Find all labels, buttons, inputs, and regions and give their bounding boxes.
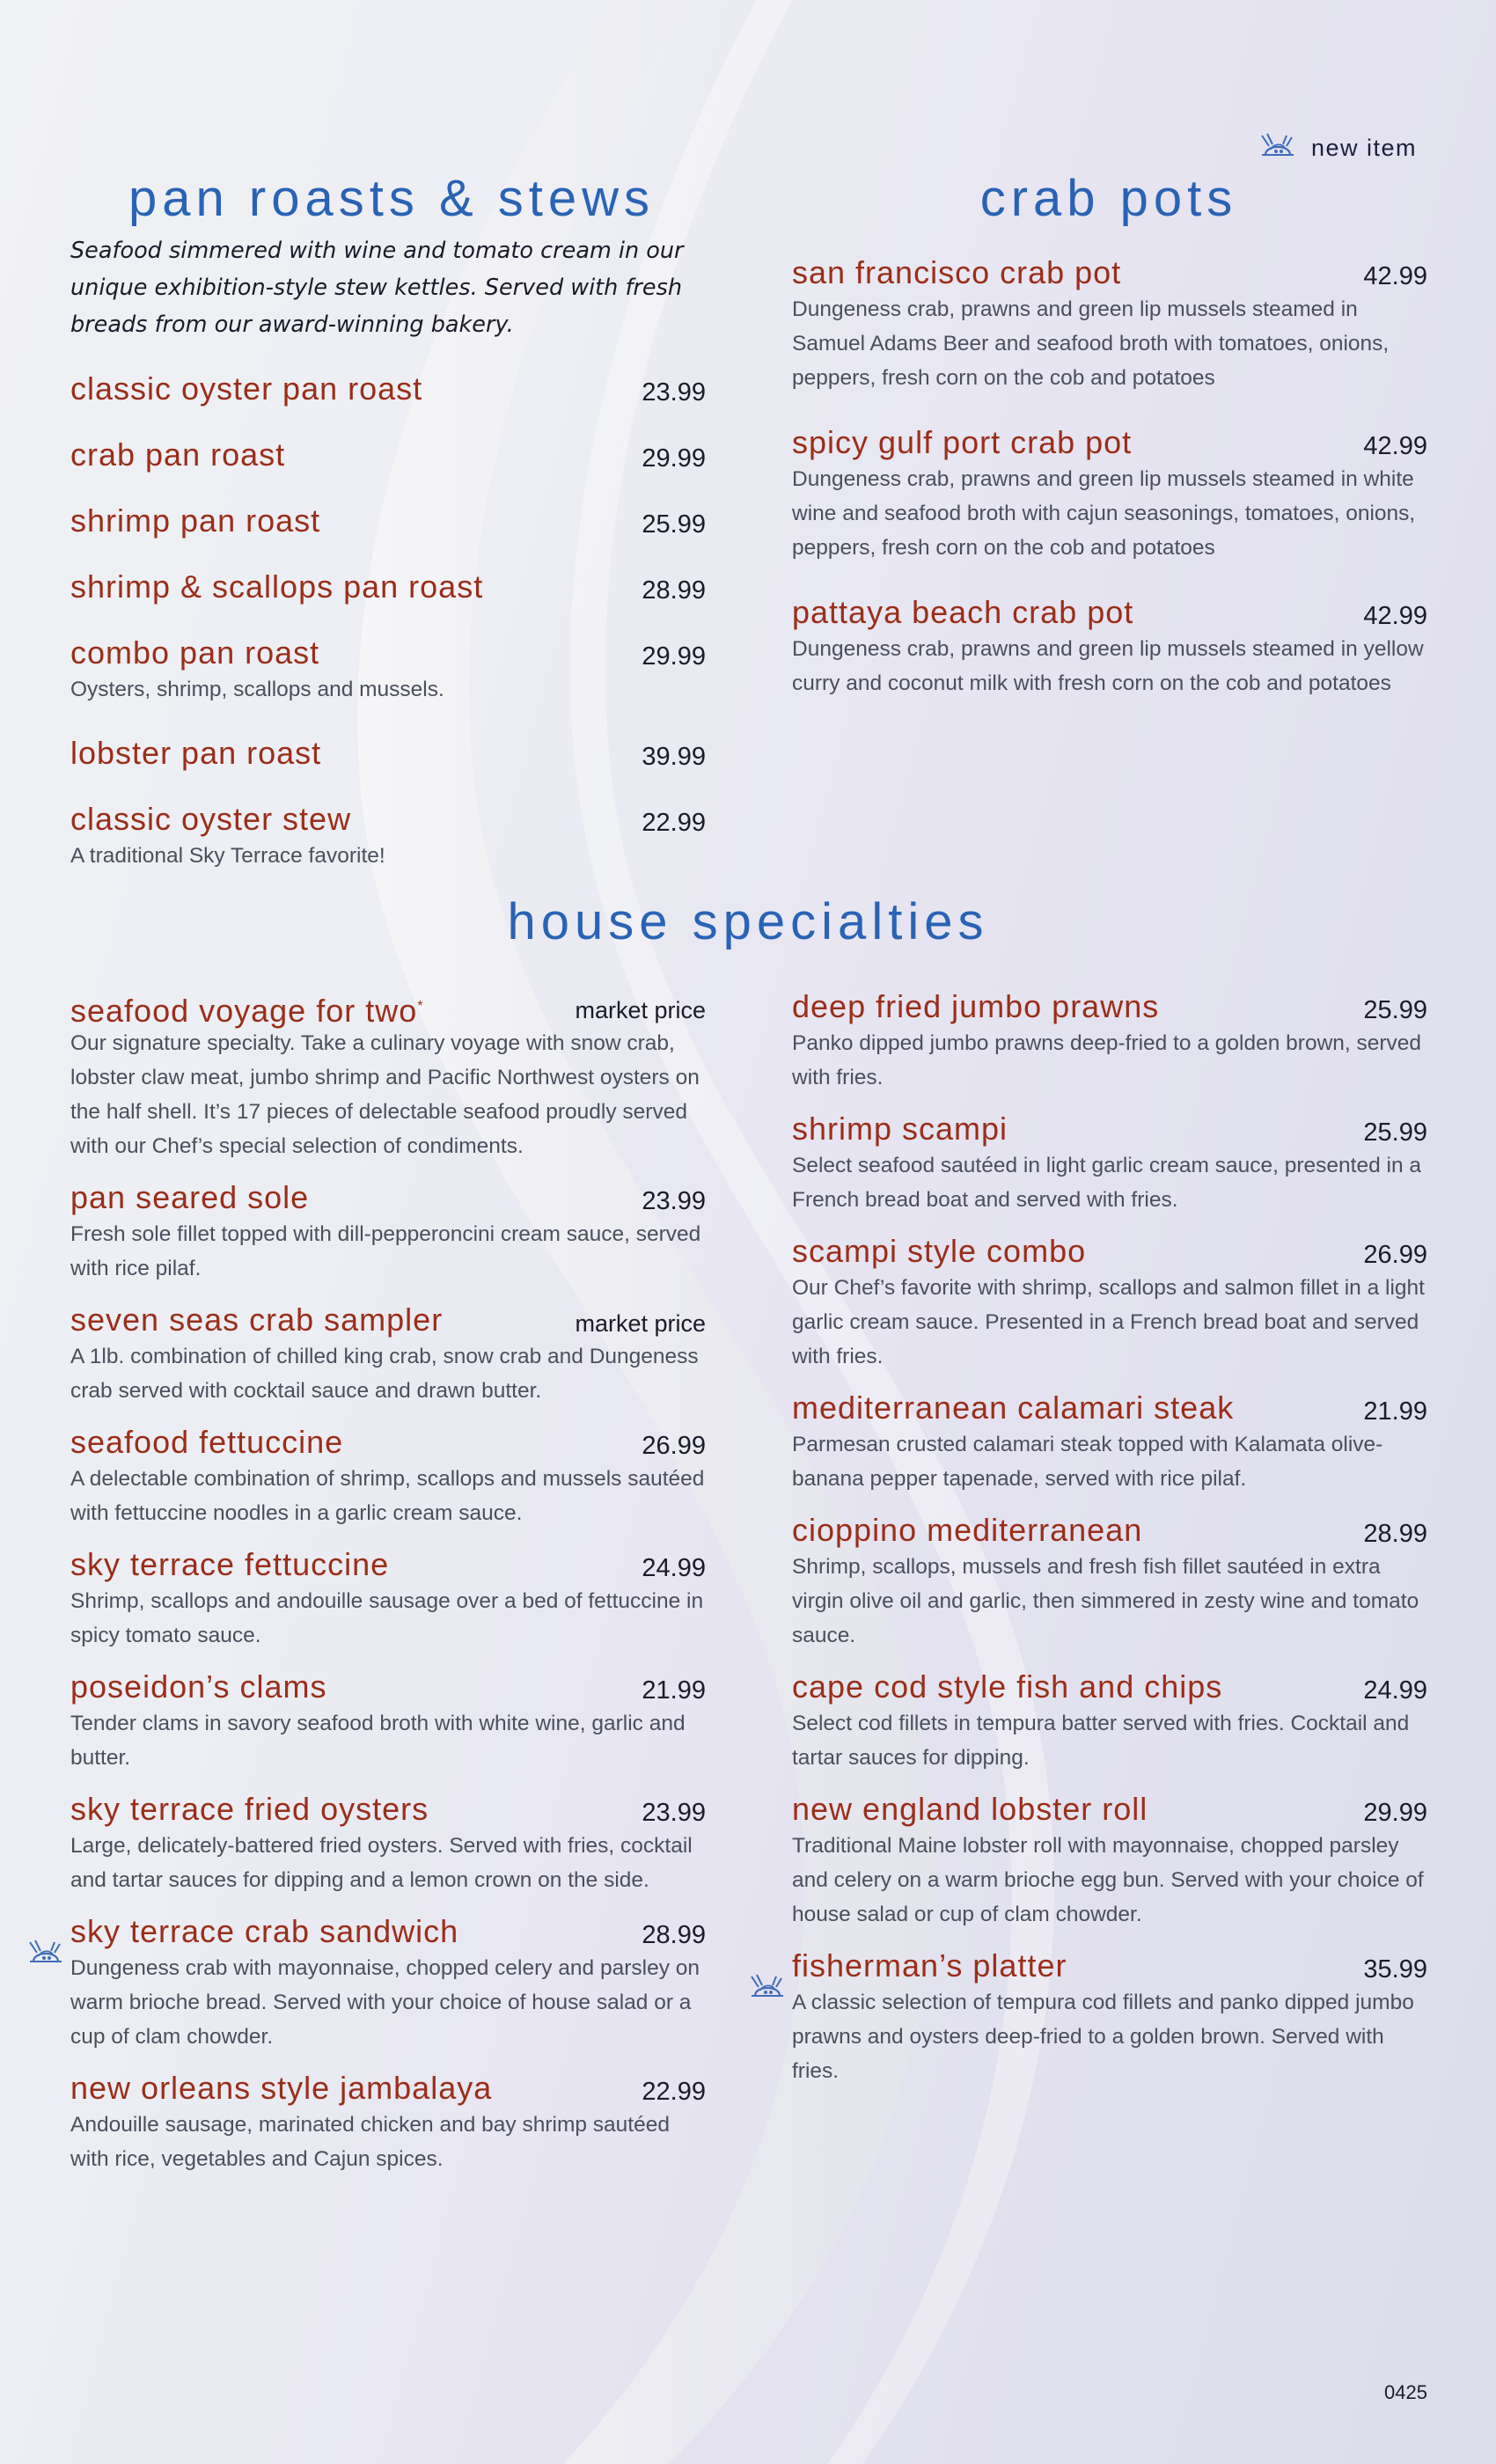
- item-name: new england lobster roll: [792, 1791, 1148, 1827]
- section-title-pan-roasts: pan roasts & stews: [128, 170, 655, 227]
- menu-item: [792, 593, 1427, 700]
- new-item-crab-icon: [25, 1935, 67, 1974]
- item-name: fisherman’s platter: [792, 1947, 1067, 1984]
- item-description: Large, delicately-battered fried oysters. Served with fries, cocktail and tartar sauces for dipping and a lemon crown on the side.: [70, 1834, 693, 1892]
- pan-roasts-list: [70, 370, 706, 873]
- item-price: 29.99: [1363, 1799, 1427, 1827]
- item-price: 21.99: [642, 1676, 706, 1705]
- item-name: cape cod style fish and chips: [792, 1668, 1223, 1705]
- menu-item: [70, 370, 706, 408]
- item-price: 25.99: [1363, 996, 1427, 1024]
- item-description: Select cod fillets in tempura batter served with fries. Cocktail and tartar sauces for dipping.: [792, 1712, 1410, 1770]
- item-name: spicy gulf port crab pot: [792, 424, 1133, 460]
- item-description: Dungeness crab, prawns and green lip mussels steamed in white wine and seafood broth with cajun seasonings, tomatoes, onions, peppers, fresh corn on the cob and potatoes: [792, 467, 1416, 560]
- item-description: A delectable combination of shrimp, scallops and mussels sautéed with fettuccine noodles in a garlic cream sauce.: [70, 1467, 705, 1525]
- menu-item: [70, 1912, 706, 2054]
- item-price: 21.99: [1363, 1397, 1427, 1426]
- menu-item: [792, 1790, 1427, 1932]
- item-price: 39.99: [642, 743, 706, 771]
- item-price: 22.99: [642, 809, 706, 837]
- house-specialties-left: [70, 987, 706, 2176]
- section-title-house-specialties: house specialties: [507, 893, 989, 950]
- item-description: Dungeness crab with mayonnaise, chopped celery and parsley on warm brioche bread. Served with your choice of house salad or a cup of clam chowder.: [70, 1956, 700, 2049]
- item-price: 23.99: [642, 1799, 706, 1827]
- item-description: Fresh sole fillet topped with dill-pepperoncini cream sauce, served with rice pilaf.: [70, 1222, 701, 1280]
- item-price: market price: [575, 997, 706, 1023]
- item-description: A traditional Sky Terrace favorite!: [70, 844, 385, 868]
- item-price: 23.99: [642, 1187, 706, 1215]
- crab-pot-icon: [1257, 128, 1299, 167]
- menu-item: [792, 1110, 1427, 1217]
- item-description: Our Chef’s favorite with shrimp, scallops and salmon fillet in a light garlic cream sauce. Presented in a French bread boat and served with fries.: [792, 1276, 1425, 1368]
- item-description: Panko dipped jumbo prawns deep-fried to a golden brown, served with fries.: [792, 1031, 1422, 1089]
- item-price: 24.99: [1363, 1676, 1427, 1705]
- item-price: market price: [575, 1310, 706, 1337]
- item-name: classic oyster pan roast: [70, 370, 423, 407]
- item-name: pattaya beach crab pot: [792, 594, 1134, 630]
- new-item-label: new item: [1310, 134, 1417, 161]
- item-description: Andouille sausage, marinated chicken and bay shrimp sautéed with rice, vegetables and Cajun spices.: [70, 2113, 670, 2171]
- item-name: seven seas crab sampler: [70, 1302, 444, 1338]
- item-name-text: seafood voyage for two: [70, 993, 418, 1029]
- menu-item: [792, 1389, 1427, 1496]
- item-price: 28.99: [1363, 1520, 1427, 1548]
- menu-item: [70, 436, 706, 474]
- item-price: 24.99: [642, 1554, 706, 1582]
- new-item-crab-icon: [746, 1969, 788, 2008]
- menu-item: [792, 1668, 1427, 1775]
- item-price: 29.99: [642, 642, 706, 671]
- item-description: Tender clams in savory seafood broth with white wine, garlic and butter.: [70, 1712, 686, 1770]
- item-name: pan seared sole: [70, 1179, 310, 1215]
- item-name: scampi style combo: [792, 1233, 1087, 1269]
- item-name: seafood fettuccine: [70, 1424, 344, 1460]
- item-name: new orleans style jambalaya: [70, 2070, 493, 2106]
- item-description: A 1lb. combination of chilled king crab, snow crab and Dungeness crab served with cocktail sauce and drawn butter.: [70, 1345, 699, 1403]
- item-name: poseidon’s clams: [70, 1668, 327, 1705]
- item-name: sky terrace fried oysters: [70, 1791, 429, 1827]
- item-price: 26.99: [1363, 1241, 1427, 1269]
- menu-item: [70, 800, 706, 873]
- item-price: 26.99: [642, 1432, 706, 1460]
- item-description: Select seafood sautéed in light garlic cream sauce, presented in a French bread boat and served with fries.: [792, 1154, 1422, 1212]
- menu-item: [70, 568, 706, 606]
- item-description: Our signature specialty. Take a culinary voyage with snow crab, lobster claw meat, jumbo shrimp and Pacific Northwest oysters on the half shell. It’s 17 pieces of delectable seafood proudly served with our Chef’s special selection of condiments.: [70, 1031, 700, 1158]
- item-name: mediterranean calamari steak: [792, 1390, 1235, 1426]
- item-name: shrimp scampi: [792, 1111, 1008, 1147]
- item-name: combo pan roast: [70, 634, 320, 671]
- menu-item: [70, 1423, 706, 1530]
- item-name: [70, 987, 423, 1030]
- item-name: cioppino mediterranean: [792, 1512, 1143, 1548]
- item-name: deep fried jumbo prawns: [792, 988, 1160, 1024]
- menu-item: [792, 1511, 1427, 1653]
- menu-item: [70, 1301, 706, 1408]
- item-price: 28.99: [642, 576, 706, 605]
- menu-item: [70, 1668, 706, 1775]
- menu-item: [792, 987, 1427, 1095]
- item-price: 25.99: [642, 510, 706, 539]
- menu-item: [792, 253, 1427, 395]
- item-price: 25.99: [1363, 1118, 1427, 1147]
- item-price: 23.99: [642, 378, 706, 407]
- pan-roasts-intro: Seafood simmered with wine and tomato cream in our unique exhibition-style stew kettles. Served with fresh breads from our award-winning bakery.: [70, 238, 684, 338]
- item-price: 22.99: [642, 2078, 706, 2106]
- asterisk-mark: *: [417, 999, 424, 1014]
- item-description: Parmesan crusted calamari steak topped with Kalamata olive-banana pepper tapenade, served with rice pilaf.: [792, 1433, 1383, 1491]
- menu-item: [70, 1178, 706, 1286]
- menu-item: [70, 1545, 706, 1653]
- item-price: 35.99: [1363, 1955, 1427, 1984]
- menu-item: [70, 1790, 706, 1897]
- house-specialties-right: [792, 987, 1427, 2088]
- menu-item: [70, 987, 706, 1163]
- item-name: classic oyster stew: [70, 801, 352, 837]
- item-description: Shrimp, scallops and andouille sausage over a bed of fettuccine in spicy tomato sauce.: [70, 1589, 704, 1647]
- item-price: 42.99: [1363, 602, 1427, 630]
- item-description: A classic selection of tempura cod fillets and panko dipped jumbo prawns and oysters deep-fried to a golden brown. Served with fries.: [792, 1991, 1414, 2083]
- item-name: san francisco crab pot: [792, 254, 1122, 290]
- menu-code: 0425: [1384, 2381, 1427, 2403]
- item-price: 42.99: [1363, 432, 1427, 460]
- menu-item: [792, 423, 1427, 565]
- new-item-legend: [1257, 128, 1417, 167]
- item-price: 29.99: [642, 444, 706, 473]
- item-name: lobster pan roast: [70, 735, 322, 771]
- menu-item: [70, 734, 706, 773]
- item-name: sky terrace fettuccine: [70, 1546, 390, 1582]
- item-name: shrimp & scallops pan roast: [70, 568, 484, 605]
- item-description: Dungeness crab, prawns and green lip mussels steamed in yellow curry and coconut milk with fresh corn on the cob and potatoes: [792, 637, 1424, 695]
- item-name: sky terrace crab sandwich: [70, 1913, 459, 1949]
- item-name: shrimp pan roast: [70, 502, 321, 539]
- item-name: crab pan roast: [70, 436, 286, 473]
- item-description: Dungeness crab, prawns and green lip mussels steamed in Samuel Adams Beer and seafood broth with tomatoes, onions, peppers, fresh corn on the cob and potatoes: [792, 297, 1390, 390]
- item-description: Shrimp, scallops, mussels and fresh fish fillet sautéed in extra virgin olive oil and garlic, then simmered in zesty wine and tomato sauce.: [792, 1555, 1419, 1647]
- crab-pots-list: [792, 253, 1427, 700]
- menu-item: [70, 502, 706, 540]
- section-title-crab-pots: crab pots: [979, 170, 1238, 227]
- menu-item: [70, 2069, 706, 2176]
- menu-item: [792, 1232, 1427, 1374]
- item-description: Oysters, shrimp, scallops and mussels.: [70, 678, 444, 701]
- item-price: 28.99: [642, 1921, 706, 1949]
- item-price: 42.99: [1363, 262, 1427, 290]
- item-description: Traditional Maine lobster roll with mayonnaise, chopped parsley and celery on a warm brioche egg bun. Served with your choice of house salad or cup of clam chowder.: [792, 1834, 1424, 1926]
- menu-item: [70, 634, 706, 707]
- menu-item: [792, 1947, 1427, 2088]
